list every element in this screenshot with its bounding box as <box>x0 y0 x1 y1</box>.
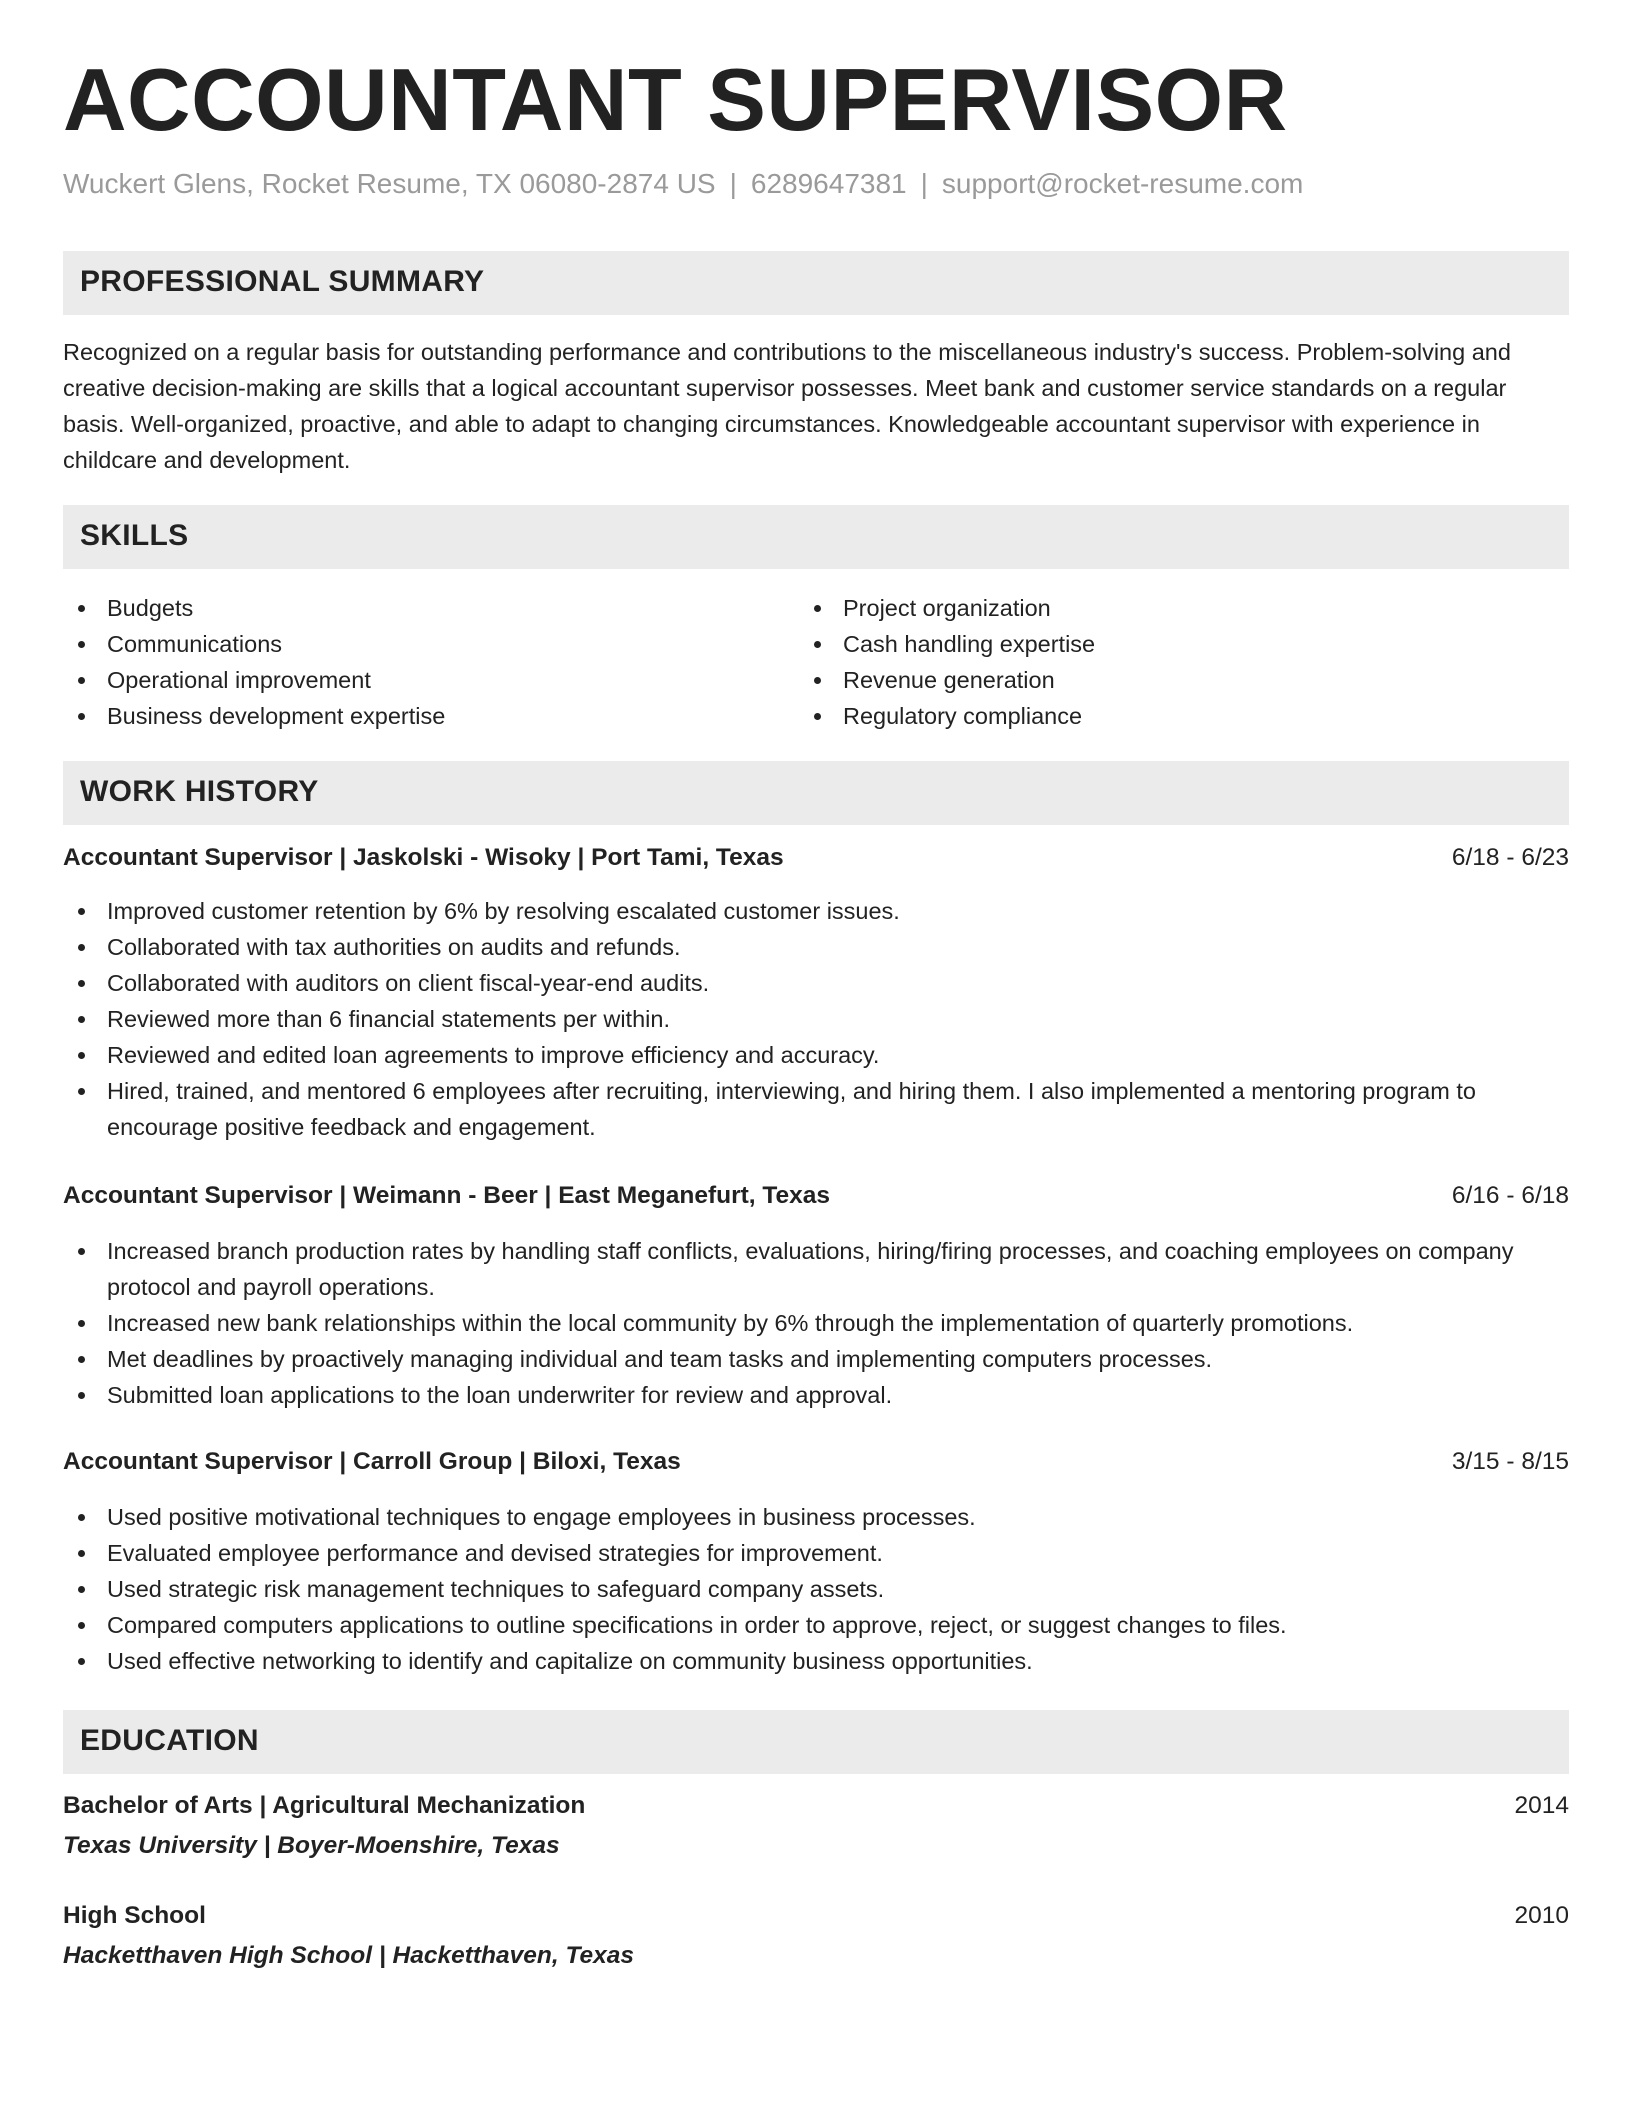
education-year: 2014 <box>1514 1792 1569 1819</box>
job-bullet: Used strategic risk management techniques to safeguard company assets. <box>63 1571 1569 1607</box>
skills-section-header <box>63 505 1569 569</box>
job-dates: 6/18 - 6/23 <box>1451 844 1569 871</box>
skills-section-title: SKILLS <box>80 519 189 552</box>
resume-name-heading: ACCOUNTANT SUPERVISOR <box>63 50 1288 149</box>
job-title: Accountant Supervisor | Weimann - Beer | East Meganefurt, Texas <box>63 1182 831 1209</box>
contact-separator: | <box>729 168 737 199</box>
summary-text: Recognized on a regular basis for outstanding performance and contributions to the miscellaneous industry's success. Problem-solving and creative decision-making are skills that a logical accountant supervisor possesses. Meet bank and customer service standards on a regular basis. Well-organized, proactive, and able to adapt to changing circumstances. Knowledgeable accountant supervisor with experience in childcare and development. <box>63 339 1511 473</box>
contact-address: Wuckert Glens, Rocket Resume, TX 06080-2874 US <box>63 168 716 199</box>
skill-item: Budgets <box>63 590 763 626</box>
job-bullet: Improved customer retention by 6% by resolving escalated customer issues. <box>63 893 1569 929</box>
education-institution: Texas University | Boyer-Moenshire, Texas <box>63 1832 560 1859</box>
job-bullet: Reviewed more than 6 financial statements per within. <box>63 1001 1569 1037</box>
job-bullet: Compared computers applications to outline specifications in order to approve, reject, or suggest changes to files. <box>63 1607 1569 1643</box>
education-section-title: EDUCATION <box>80 1724 259 1757</box>
job-bullet: Collaborated with tax authorities on audits and refunds. <box>63 929 1569 965</box>
contact-line <box>63 168 1303 200</box>
contact-separator: | <box>920 168 928 199</box>
skill-item: Revenue generation <box>799 662 1499 698</box>
work-section-header <box>63 761 1569 825</box>
job-bullet: Hired, trained, and mentored 6 employees after recruiting, interviewing, and hiring them. I also implemented a mentoring program to encourage positive feedback and engagement. <box>63 1073 1569 1145</box>
skill-item: Cash handling expertise <box>799 626 1499 662</box>
job-bullet-list <box>63 1233 1569 1413</box>
job-bullet: Used positive motivational techniques to engage employees in business processes. <box>63 1499 1569 1535</box>
summary-section-title: PROFESSIONAL SUMMARY <box>80 265 485 298</box>
job-bullet: Increased new bank relationships within the local community by 6% through the implementation of quarterly promotions. <box>63 1305 1569 1341</box>
education-degree: High School <box>63 1902 206 1929</box>
education-year: 2010 <box>1514 1902 1569 1929</box>
skill-item: Business development expertise <box>63 698 763 734</box>
education-section-header <box>63 1710 1569 1774</box>
contact-email: support@rocket-resume.com <box>941 168 1304 199</box>
job-bullet: Reviewed and edited loan agreements to improve efficiency and accuracy. <box>63 1037 1569 1073</box>
job-bullet-list <box>63 1499 1569 1679</box>
job-bullet: Increased branch production rates by handling staff conflicts, evaluations, hiring/firing processes, and coaching employees on company protocol and payroll operations. <box>63 1233 1569 1305</box>
job-bullet: Collaborated with auditors on client fiscal-year-end audits. <box>63 965 1569 1001</box>
education-institution: Hacketthaven High School | Hacketthaven, Texas <box>63 1942 635 1969</box>
job-bullet: Used effective networking to identify and capitalize on community business opportunities. <box>63 1643 1569 1679</box>
job-bullet-list <box>63 893 1569 1145</box>
summary-section-header <box>63 251 1569 315</box>
skills-list-right <box>799 590 1499 734</box>
job-dates: 6/16 - 6/18 <box>1451 1182 1569 1209</box>
skills-list-left <box>63 590 763 734</box>
education-degree: Bachelor of Arts | Agricultural Mechanization <box>63 1792 586 1819</box>
skill-item: Operational improvement <box>63 662 763 698</box>
job-bullet: Evaluated employee performance and devised strategies for improvement. <box>63 1535 1569 1571</box>
skill-item: Regulatory compliance <box>799 698 1499 734</box>
job-bullet: Submitted loan applications to the loan underwriter for review and approval. <box>63 1377 1569 1413</box>
job-title: Accountant Supervisor | Jaskolski - Wisoky | Port Tami, Texas <box>63 844 784 871</box>
job-dates: 3/15 - 8/15 <box>1451 1448 1569 1475</box>
skill-item: Communications <box>63 626 763 662</box>
work-section-title: WORK HISTORY <box>80 775 319 808</box>
job-bullet: Met deadlines by proactively managing individual and team tasks and implementing computers processes. <box>63 1341 1569 1377</box>
job-title: Accountant Supervisor | Carroll Group | Biloxi, Texas <box>63 1448 681 1475</box>
skill-item: Project organization <box>799 590 1499 626</box>
contact-phone: 6289647381 <box>750 168 907 199</box>
